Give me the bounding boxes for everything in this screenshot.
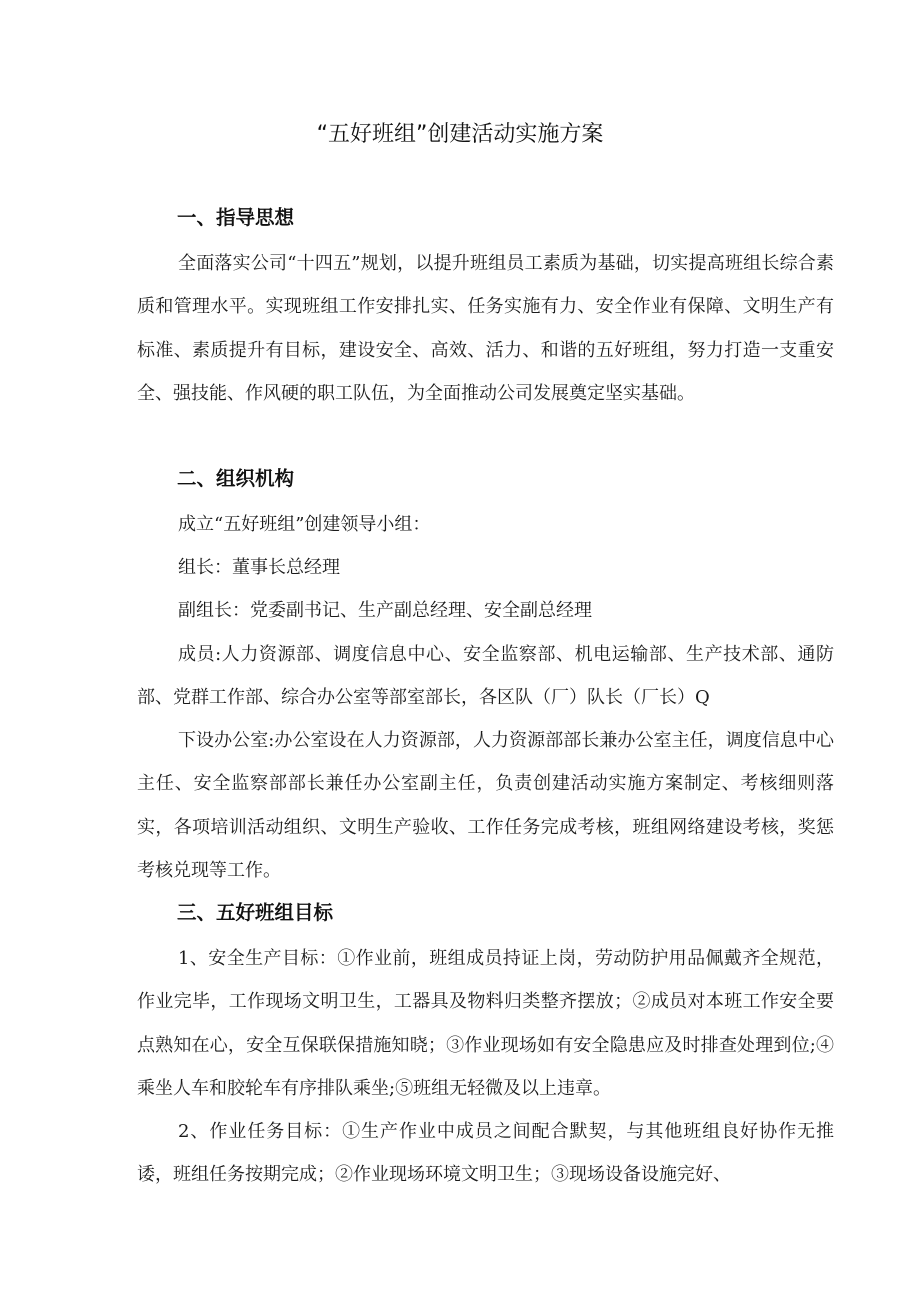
section-heading-goals: 三、五好班组目标 — [177, 901, 334, 924]
paragraph-office: 下设办公室:办公室设在人力资源部，人力资源部部长兼办公室主任，调度信息中心主任、安全监察部部长兼任办公室副主任，负责创建活动实施方案制定、考核细则落实，各项培训活动组织、文明生产验收、工作任务完成考核，班组网络建设考核，奖惩考核兑现等工作。 — [137, 730, 834, 882]
paragraph-members: 成员:人力资源部、调度信息中心、安全监察部、机电运输部、生产技术部、通防部、党群工作部、综合办公室等部室部长，各区队（厂）队长（厂长）Q — [137, 644, 834, 709]
section-heading-organization: 二、组织机构 — [177, 467, 295, 490]
paragraph-guiding-ideology: 全面落实公司“十四五”规划，以提升班组员工素质为基础，切实提高班组长综合素质和管理水平。实现班组工作安排扎实、任务实施有力、安全作业有保障、文明生产有标准、素质提升有目标，建设安全、高效、活力、和谐的五好班组，努力打造一支重安全、强技能、作风硬的职工队伍，为全面推动公司发展奠定坚实基础。 — [137, 253, 834, 405]
paragraph-safety-goal: 1、安全生产目标：①作业前，班组成员持证上岗，劳动防护用品佩戴齐全规范，作业完毕，工作现场文明卫生，工器具及物料归类整齐摆放；②成员对本班工作安全要点熟知在心，安全互保联保措施知晓；③作业现场如有安全隐患应及时排查处理到位;④乘坐人车和胶轮车有序排队乘坐;⑤班组无轻微及以上违章。 — [137, 948, 834, 1100]
document-title: “五好班组”创建活动实施方案 — [316, 122, 604, 147]
paragraph-leading-group: 成立“五好班组”创建领导小组： — [178, 514, 431, 535]
paragraph-deputy-leader: 副组长：党委副书记、生产副总经理、安全副总经理 — [178, 600, 592, 621]
paragraph-group-leader: 组长：董事长总经理 — [178, 557, 340, 578]
paragraph-task-goal: 2、作业任务目标：①生产作业中成员之间配合默契，与其他班组良好协作无推诿，班组任务按期完成；②作业现场环境文明卫生；③现场设备设施完好、 — [137, 1121, 834, 1186]
section-heading-guiding-ideology: 一、指导思想 — [177, 206, 295, 229]
